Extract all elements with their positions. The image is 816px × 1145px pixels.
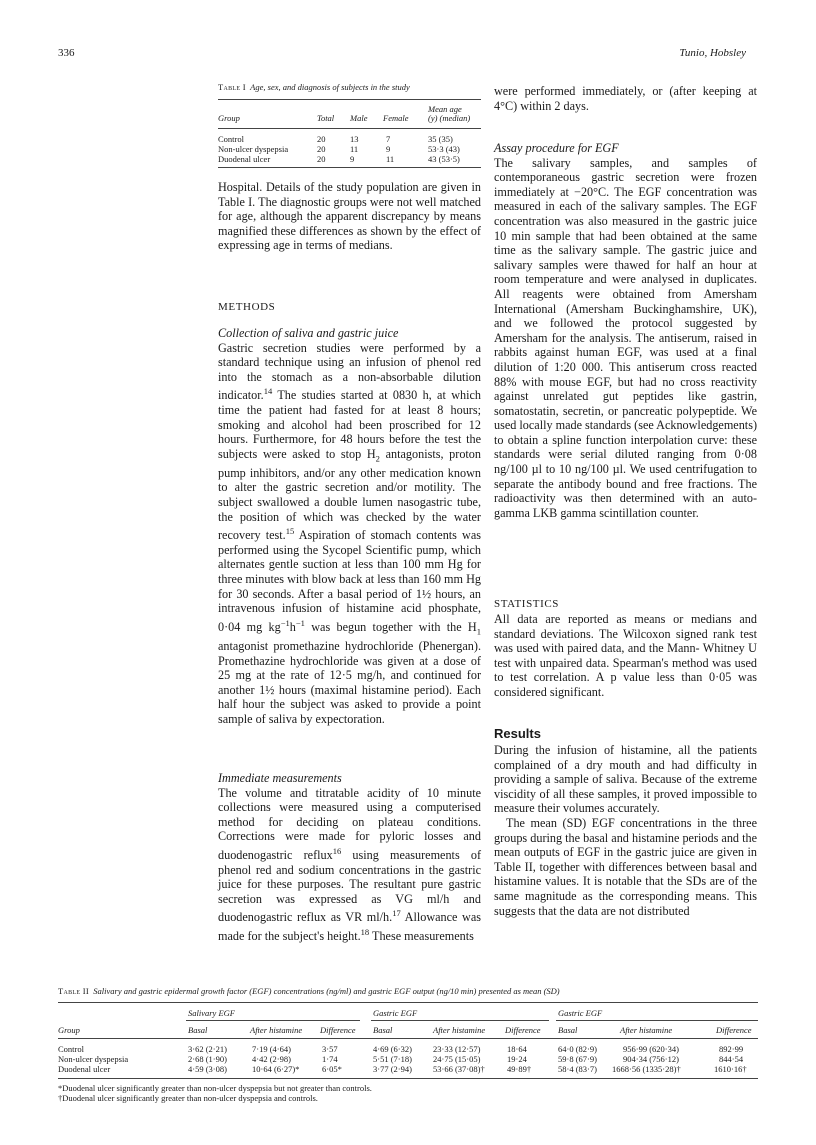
table1-bottom-rule — [218, 167, 481, 168]
table2-cell: 1·74 — [322, 1054, 338, 1064]
table2-gastric-output-rule — [556, 1020, 758, 1021]
paragraph: During the infusion of histamine, all the patients complained of a dry mouth and had difficulty in providing a sample of saliva. Because of the extreme viscidity of all these samples, it proved impossible to measure their volumes accurately. — [494, 743, 757, 816]
table2-cell: 3·77 (2·94) — [373, 1064, 412, 1074]
table2-row-group: Control — [58, 1044, 84, 1054]
table2-section-gastric-output: Gastric EGF — [558, 1008, 603, 1018]
paragraph: Hospital. Details of the study population are given in Table I. The diagnostic groups were not well matched for age, although the apparent discrepancy by means magnified these differences as shown by the effect of expressing age in terms of medians. — [218, 180, 481, 253]
table2-cell: 844·54 — [719, 1054, 744, 1064]
subscript: 2 — [375, 453, 380, 464]
table1-caption — [218, 82, 481, 92]
paragraph: were performed immediately, or (after keeping at 4°C) within 2 days. — [494, 84, 757, 113]
table2-cell: 49·89† — [507, 1064, 532, 1074]
table1-row-total: 20 — [317, 154, 326, 164]
running-title: Tunio, Hobsley — [679, 47, 746, 59]
table1-row-age: 53·3 (43) — [428, 144, 460, 154]
table2-cell: 58·4 (83·7) — [558, 1064, 597, 1074]
table1-row-female: 9 — [386, 144, 391, 154]
assay-subheading: Assay procedure for EGF — [494, 141, 619, 155]
table1-col-male: Male — [350, 113, 368, 123]
text-run: h — [289, 619, 296, 634]
table2-section-salivary: Salivary EGF — [188, 1008, 235, 1018]
table1-header-rule — [218, 128, 481, 129]
text-run: antagonist promethazine hydrochloride (Phenergan). Promethazine hydrochloride was given at a dose of 25 mg at the rate of 12·5 mg/h, and continued for another 1½ hours (maximal histamine period). Each half hour the subject was asked to provide a point sample of saliva by expectoration. — [218, 638, 481, 726]
reference-15: 15 — [285, 526, 295, 537]
text-run: Aspiration of stomach contents was performed using the Sycopel Scientific pump, which alternates gentle suction at less than 100 mm Hg for three minutes with blow back at less than 160 mm Hg for 30 seconds. After a basal period of 1½ hours, an intravenous infusion of histamine acid phosphate, 0·04 mg kg — [218, 528, 481, 634]
table2-cell: 4·69 (6·32) — [373, 1044, 412, 1054]
statistics-heading: STATISTICS — [494, 598, 560, 610]
table2-caption-text: Salivary and gastric epidermal growth factor (EGF) concentrations (ng/ml) and gastric EGF output (ng/10 min) presented as mean (SD) — [93, 986, 560, 996]
paragraph — [218, 341, 481, 727]
paragraph: The mean (SD) EGF concentrations in the three groups during the basal and histamine periods and the mean outputs of EGF in the gastric juice are given in Table II, together with differences between basal and histamine values. It is notable that the SDs are of the same magnitude as the corresponding means. This suggests that the data are not distributed — [494, 815, 757, 918]
superscript: −1 — [280, 617, 290, 628]
table2-col-difference: Difference — [505, 1025, 541, 1035]
table2-col-basal: Basal — [373, 1025, 393, 1035]
table2-cell: 2·68 (1·90) — [188, 1054, 227, 1064]
table1-row-group: Control — [218, 134, 244, 144]
table2-cell: 59·8 (67·9) — [558, 1054, 597, 1064]
table1-row-male: 9 — [350, 154, 355, 164]
table2-cell: 10·64 (6·27)* — [252, 1064, 300, 1074]
table2-cell: 64·0 (82·9) — [558, 1044, 597, 1054]
table2-caption — [58, 986, 758, 996]
reference-16: 16 — [332, 845, 342, 856]
text-run: These measurements — [369, 929, 474, 944]
table2-header-rule — [58, 1038, 758, 1039]
paragraph: All data are reported as means or medians and standard deviations. The Wilcoxon signed rank test was used with paired data, and the Mann- Whitney U test with unpaired data. Spearman's method was used to test correlation. A p value less than 0·05 was considered significant. — [494, 612, 757, 699]
table1-label: Table I — [218, 82, 246, 92]
table2-col-basal: Basal — [558, 1025, 578, 1035]
page-number: 336 — [58, 47, 75, 59]
collection-subheading: Collection of saliva and gastric juice — [218, 326, 399, 340]
table2-cell: 892·99 — [719, 1044, 744, 1054]
reference-18: 18 — [360, 927, 370, 938]
paragraph — [218, 786, 481, 944]
left-column-intro — [218, 180, 481, 253]
table2-col-after: After histamine — [433, 1025, 486, 1035]
table2-footnote-1: *Duodenal ulcer significantly greater than non-ulcer dyspepsia but not greater than controls. — [58, 1083, 372, 1093]
left-column-immediate — [218, 771, 481, 944]
table1-row-male: 11 — [350, 144, 359, 154]
table2-cell: 4·42 (2·98) — [252, 1054, 291, 1064]
table2-cell: 23·33 (12·57) — [433, 1044, 481, 1054]
table2-gastric-conc-rule — [371, 1020, 549, 1021]
right-column-statistics — [494, 612, 757, 700]
table2-cell: 18·64 — [507, 1044, 527, 1054]
table2-cell: 5·51 (7·18) — [373, 1054, 412, 1064]
subscript: 1 — [476, 626, 481, 637]
paragraph: The salivary samples, and samples of contemporaneous gastric secretion were frozen immediately at −20°C. The EGF concentration was measured in each of the salivary samples. The EGF concentration was also measured in the gastric juice 10 min sample that had been obtained at the same time as the salivary sample. The gastric juice and salivary samples were thawed for half an hour at room temperature and were analysed in duplicates. All reagents were obtained from Amersham International (Amersham Buckinghamshire, UK), and we followed the protocol suggested by Amersham for the analysis. The antiserum, raised in rabbits against human EGF, was used at a final dilution of 1:20 000. This antiserum cross reacted 88% with mouse EGF, but had no cross reactivity against unrelated gut peptides like gastrin, somatostatin, secretin, or pancreatic polypeptide. We used locally made standards (see Acknowledgements) to obtain a spline function interpolation curve: these standards were serial diluted ranging from 0·08 ng/100 µl to 10 ng/100 µl. We used centrifugation to separate the antibody bound and free fractions. The radioactivity was then determined with an auto-gamma LKB gamma scintillation counter. — [494, 155, 757, 520]
table2-col-basal: Basal — [188, 1025, 208, 1035]
table2-cell: 3·57 — [322, 1044, 338, 1054]
table1-col-group: Group — [218, 113, 240, 123]
right-column-assay — [494, 141, 757, 520]
table1-row-group: Non-ulcer dyspepsia — [218, 144, 289, 154]
table2-row-group: Duodenal ulcer — [58, 1064, 111, 1074]
text-run: Gastric secretion studies were performed by a standard technique using an infusion of phenol red into the stomach as a non-absorbable dilution indicator. — [218, 340, 481, 403]
table2-top-rule — [58, 1002, 758, 1003]
right-column-results — [494, 743, 757, 918]
superscript: −1 — [295, 617, 305, 628]
table2-cell: 1668·56 (1335·28)† — [612, 1064, 681, 1074]
reference-17: 17 — [392, 908, 401, 919]
table1-row-female: 7 — [386, 134, 391, 144]
table1-row-female: 11 — [386, 154, 395, 164]
text-run: Allowance was made for the subject's height. — [218, 910, 481, 944]
table2-cell: 956·99 (620·34) — [623, 1044, 679, 1054]
table2-col-group: Group — [58, 1025, 80, 1035]
table2-cell: 6·05* — [322, 1064, 342, 1074]
table2-col-after: After histamine — [620, 1025, 673, 1035]
table2-bottom-rule — [58, 1078, 758, 1079]
reference-14: 14 — [263, 386, 273, 397]
table2-col-after: After histamine — [250, 1025, 303, 1035]
text-run: The studies started at 0830 h, at which time the patient had fasted for at least 8 hours; smoking and alcohol had been proscribed for 12 hours. Furthermore, for 48 hours before the test the subjects were asked to stop H — [218, 388, 481, 461]
table1-col-female: Female — [383, 113, 409, 123]
methods-heading: METHODS — [218, 301, 276, 313]
table2-footnote-2: †Duodenal ulcer significantly greater than non-ulcer dyspepsia and controls. — [58, 1093, 318, 1103]
text-run: antagonists, proton pump inhibitors, and/or any other medication known to alter the gastric secretion and/or motility. The subject swallowed a double lumen nasogastric tube, the position of which was checked by the water recovery test. — [218, 446, 481, 543]
table2-salivary-rule — [186, 1020, 360, 1021]
table1-row-male: 13 — [350, 134, 359, 144]
table2-cell: 53·66 (37·08)† — [433, 1064, 485, 1074]
text-run: using measurements of phenol red and sodium concentrations in the gastric juice for these purposes. The resultant pure gastric secretion was expressed as VG ml/h and duodenogastric reflux as VR ml/h. — [218, 848, 481, 925]
table1-row-total: 20 — [317, 134, 326, 144]
table2-cell: 24·75 (15·05) — [433, 1054, 481, 1064]
results-heading: Results — [494, 726, 541, 741]
table2-cell: 4·59 (3·08) — [188, 1064, 227, 1074]
table1-col-age-line1: Mean age — [428, 104, 462, 114]
table2-cell: 7·19 (4·64) — [252, 1044, 291, 1054]
table1-top-rule — [218, 99, 481, 100]
text-run: The volume and titratable acidity of 10 minute collections were measured using a computerised method for deciding on plateau conditions. Corrections were made for pyloric losses and duodenogastric reflux — [218, 785, 481, 863]
text-run: was begun together with the H — [304, 619, 477, 634]
table2-col-difference: Difference — [320, 1025, 356, 1035]
table1-col-total: Total — [317, 113, 335, 123]
table2-cell: 3·62 (2·21) — [188, 1044, 227, 1054]
left-column-methods — [218, 326, 481, 727]
table1-row-group: Duodenal ulcer — [218, 154, 271, 164]
immediate-subheading: Immediate measurements — [218, 771, 342, 785]
table2-cell: 904·34 (756·12) — [623, 1054, 679, 1064]
table1-col-age-line2: (y) (median) — [428, 113, 471, 123]
table2-cell: 19·24 — [507, 1054, 527, 1064]
table1-row-age: 35 (35) — [428, 134, 453, 144]
table1-caption-text: Age, sex, and diagnosis of subjects in the study — [250, 82, 410, 92]
table2-cell: 1610·16† — [714, 1064, 747, 1074]
right-column-top — [494, 84, 757, 113]
table2-col-difference: Difference — [716, 1025, 752, 1035]
table1-row-age: 43 (53·5) — [428, 154, 460, 164]
table2-label: Table II — [58, 986, 90, 996]
table2-section-gastric-conc: Gastric EGF — [373, 1008, 418, 1018]
table2-row-group: Non-ulcer dyspepsia — [58, 1054, 129, 1064]
table1-row-total: 20 — [317, 144, 326, 154]
